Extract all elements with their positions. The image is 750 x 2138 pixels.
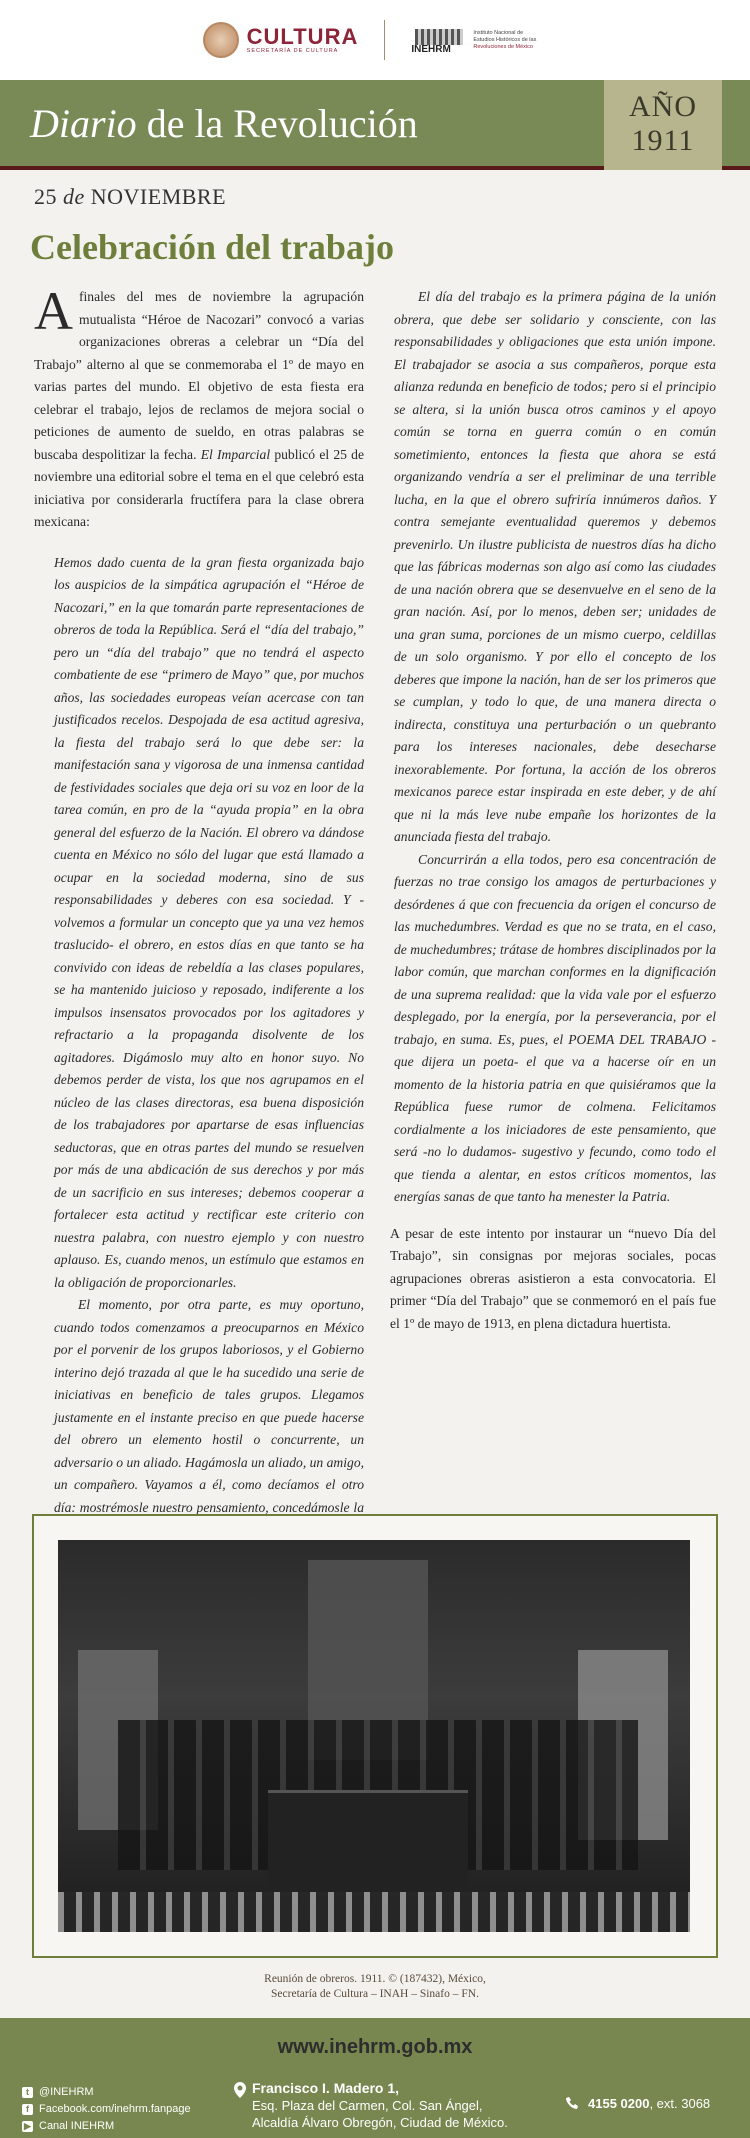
footer bbox=[0, 2018, 750, 2138]
workers-meeting-photo[interactable] bbox=[58, 1540, 690, 1932]
article-date: 25 de NOVIEMBRE bbox=[34, 184, 227, 209]
cultura-logo[interactable] bbox=[203, 22, 359, 58]
facebook-icon: f bbox=[22, 2104, 33, 2115]
logo-divider bbox=[384, 20, 385, 60]
location-pin-icon bbox=[234, 2082, 246, 2098]
twitter-icon: t bbox=[22, 2087, 33, 2098]
article-column-right bbox=[390, 286, 716, 1335]
year-box bbox=[604, 80, 722, 170]
year-label: AÑO bbox=[629, 90, 697, 123]
year-value: 1911 bbox=[631, 124, 695, 157]
photo-caption: Reunión de obreros. 1911. © (187432), México, Secretaría de Cultura – INAH – Sinafo – FN. bbox=[264, 1973, 486, 2000]
inehrm-wordmark: INEHRM bbox=[411, 44, 451, 55]
seal-icon bbox=[203, 22, 239, 58]
quote-paragraph-2: El momento, por otra parte, es muy oportuno, cuando todos comenzamos a preocuparnos en México por el porvenir de los grupos laboriosos, y el Gobierno interino dejó trazada al que le ha sucedido una serie de iniciativas en beneficio de tales grupos. Llegamos justamente en el instante preciso en que puede hacerse del obrero un elemento hostil o concurrente, un adversario o un aliado. Hagámosla un aliado, un amigo, un compañero. Vayamos a él, como decíamos el otro día: mostrémosle nuestro pensamiento, concedámosle la bbox=[54, 1297, 365, 1515]
drop-cap: A bbox=[34, 281, 73, 341]
quote-paragraph-4: Concurrirán a ella todos, pero esa concentración de fuerzas no trae consigo los amagos de perturbaciones y desórdenes á que con frecuencia da origen el concurso de las muchedumbres. Verdad es que no se trata, en el caso, de muchedumbres; trátase de hombres disciplinados por la labor común, que marchan conformes en la dignificación de una suprema realidad: que la vida vale por el esfuerzo desplegado, por la energía, por la perseverancia, por el trabajo, en suma. Es, pues, el POEMA DEL TRABAJO -que dijera un poeta- el que va a hacerse oír en un momento de la historia patria en que quisiéramos que la República fuese rumor de colmena. Felicitamos cordialmente a los iniciadores de este pensamiento, que será -no lo dudamos- sugestivo y fecundo, como todo el que tienda a alentar, en estos críticos momentos, las energías sanas de que tanto ha menester la Patria. bbox=[394, 851, 716, 1204]
address: Francisco I. Madero 1, Esq. Plaza del Carmen, Col. San Ángel, Alcaldía Álvaro Obregón, Ciudad de México. bbox=[252, 2080, 508, 2131]
cultura-wordmark: CULTURA bbox=[246, 24, 359, 49]
section-title: Diario de la Revolución bbox=[30, 101, 418, 146]
phone-icon bbox=[566, 2097, 580, 2111]
inehrm-logo[interactable] bbox=[411, 25, 547, 55]
phone-number[interactable]: 4155 0200, ext. 3068 bbox=[566, 2096, 710, 2111]
logo-bar bbox=[0, 0, 750, 80]
facebook-link[interactable]: f Facebook.com/inehrm.fanpage bbox=[22, 2101, 191, 2118]
youtube-link[interactable]: ▶ Canal INEHRM bbox=[22, 2118, 191, 2135]
website-link[interactable]: www.inehrm.gob.mx bbox=[277, 2036, 473, 2058]
social-links bbox=[22, 2084, 191, 2135]
twitter-link[interactable]: t @INEHRM bbox=[22, 2084, 191, 2101]
inehrm-fullname: Instituto Nacional de Estudios Históricos de las Revoluciones de México bbox=[473, 29, 537, 50]
building-icon bbox=[411, 25, 467, 55]
article-headline: Celebración del trabajo bbox=[30, 227, 394, 267]
youtube-icon: ▶ bbox=[22, 2121, 33, 2132]
cultura-subtitle: SECRETARÍA DE CULTURA bbox=[246, 48, 339, 54]
article-closing: A pesar de este intento por instaurar un “nuevo Día del Trabajo”, sin consignas por mejoras sociales, pocas agrupaciones obreras asistieron a esta convocatoria. El primer “Día del Trabajo” que se conmemoró en el país fue el 1º de mayo de 1913, en plena dictadura huertista. bbox=[390, 1225, 716, 1331]
quote-paragraph-3: El día del trabajo es la primera página de la unión obrera, que debe ser solidario y consciente, con las responsabilidades y obligaciones que esta unión impone. El trabajador se asocia a sus compañeros, porque esta alianza redunda en beneficio de todos; pero si el principio se altera, si la unión busca otros caminos y el apoyo común se torna en guerra común o en común sometimiento, entonces la fiesta que ahora se está organizando vendría a ser el preliminar de una terrible lucha, en la que el obrero sufriría innúmeros daños. Y contra semejante eventualidad queremos y debemos prevenirlo. Un ilustre publicista de nuestros días ha dicho que las fábricas modernas son algo así como las ciudades de una nación obrera que se desenvuelve en el seno de la gran nación. Así, por lo menos, deben ser; unidades de una gran suma, porciones de un mismo cuerpo, celdillas de un solo organismo. Y por ello el concepto de los deberes que impone la nación, han de ser los primeros que se cumplan, y todo lo que, de una manera directa o indirecta, constituya una perturbación o un quebranto para los intereses nacionales, debe desecharse inexorablemente. Por fortuna, la acción de los obreros mexicanos parece estar inspirada en este deber, y de ahí que ni la más leve nube empañe los horizontes de la anunciada fiesta del trabajo. bbox=[394, 289, 716, 844]
article-intro: Afinales del mes de noviembre la agrupación mutualista “Héroe de Nacozari” convocó a varias organizaciones obreras a celebrar un “Día del Trabajo” alterno al que se conmemoraba el 1º de mayo en varias partes del mundo. El objetivo de esta fiesta era celebrar el trabajo, lejos de reclamos de mejora social o peticiones de aumento de sueldo, en otras palabras se buscaba despolitizar la fecha. El Imparcial publicó el 25 de noviembre una editorial sobre el tema en el que celebró esta iniciativa por considerarla fructífera para la clase obrera mexicana: bbox=[34, 281, 364, 529]
article-column-left bbox=[34, 281, 365, 1564]
quote-paragraph-1: Hemos dado cuenta de la gran fiesta organizada bajo los auspicios de la simpática agrupación el “Héroe de Nacozari,” en la que tomarán parte representaciones de obreros de toda la República. Será el “día del trabajo,” pero un “día del trabajo” que no tendrá el aspecto combatiente de ese “primero de Mayo” que, por muchos años, las sociedades europeas veían acercase con tan justificados recelos. Despojada de esa actitud agresiva, la fiesta del trabajo será lo que debe ser: la manifestación sana y vigorosa de una inmensa cantidad de festividades sociales que deja ori su voz en loor de la tarea común, en pro de la “ayuda propia” en la obra general del esfuerzo de la Nación. El obrero va dándose cuenta en México no sólo del lugar que está llamado a ocupar en la sociedad moderna, sino de sus responsabilidades y deberes con esa sociedad. Y -volvemos a formular un concepto que ya una vez hemos traslucido- el obrero, en estos días en que tanto se ha convivido con ideas de rebeldía a las clases populares, se ha mantenido juicioso y reposado, indiferente a los impulsos insensatos provocados por los agitadores y refractario a la propaganda disolvente de los agitadores. Digámoslo muy alto en honor suyo. No debemos perder de vista, los que nos agrupamos en el núcleo de las clases directoras, esa buena disposición de los trabajadores por apartarse de esas influencias seductoras, que en otras partes del mundo se resuelven por más de una abdicación de sus derechos y por más de un sacrificio en sus intereses; debemos cooperar a fortalecer esta actitud y rectificar este criterio con nuestra palabra, con nuestro ejemplo y con nuestro aplauso. Es, cuando menos, un estímulo que estamos en la obligación de proporcionarles. bbox=[54, 554, 364, 1290]
